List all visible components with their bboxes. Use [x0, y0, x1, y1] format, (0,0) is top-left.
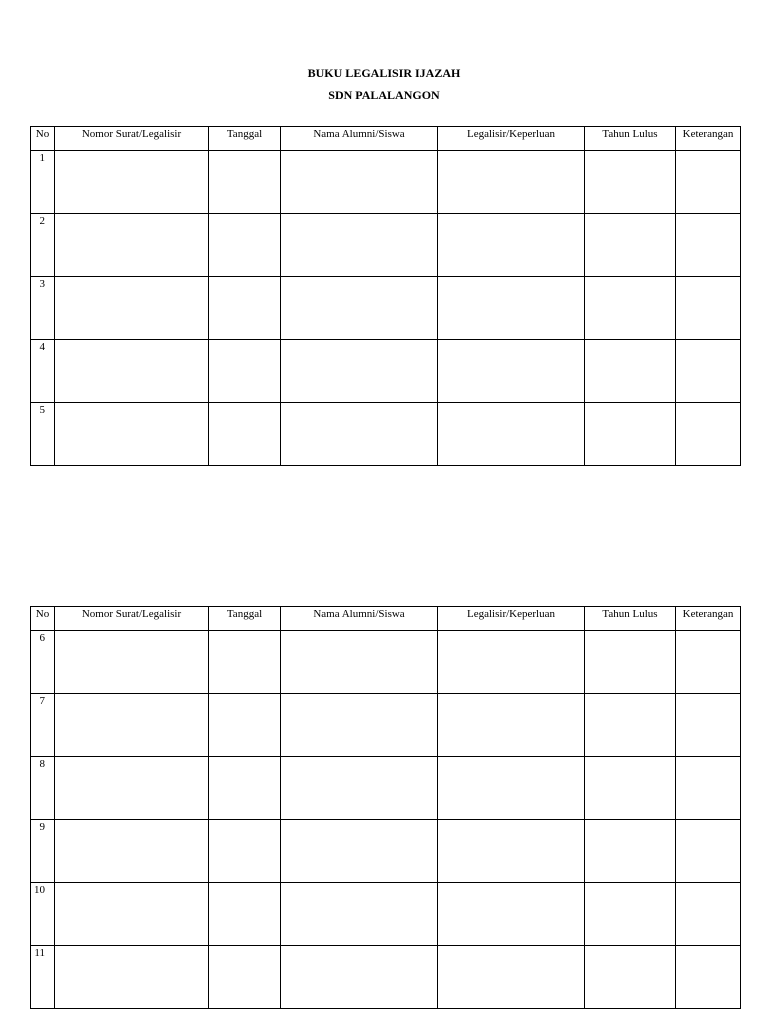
header-keperluan: Legalisir/Keperluan	[438, 607, 585, 631]
cell-tahun-lulus[interactable]	[585, 694, 676, 757]
header-nomor-surat: Nomor Surat/Legalisir	[55, 127, 209, 151]
cell-nama-alumni[interactable]	[281, 820, 438, 883]
cell-nomor-surat[interactable]	[55, 883, 209, 946]
table-row	[31, 946, 741, 1009]
cell-tanggal[interactable]	[209, 277, 281, 340]
cell-nama-alumni[interactable]	[281, 694, 438, 757]
cell-nomor-surat[interactable]	[55, 694, 209, 757]
row-number: 3	[31, 277, 55, 340]
header-tanggal: Tanggal	[209, 127, 281, 151]
cell-nomor-surat[interactable]	[55, 151, 209, 214]
cell-tahun-lulus[interactable]	[585, 757, 676, 820]
row-number: 6	[31, 631, 55, 694]
ledger-table-2	[30, 606, 741, 1009]
cell-tanggal[interactable]	[209, 340, 281, 403]
row-number: 1	[31, 151, 55, 214]
row-number: 5	[31, 403, 55, 466]
table-header-row	[31, 607, 741, 631]
cell-keterangan[interactable]	[676, 340, 741, 403]
cell-tahun-lulus[interactable]	[585, 403, 676, 466]
cell-keperluan[interactable]	[438, 820, 585, 883]
header-keterangan: Keterangan	[676, 607, 741, 631]
cell-nama-alumni[interactable]	[281, 214, 438, 277]
cell-keperluan[interactable]	[438, 214, 585, 277]
cell-nama-alumni[interactable]	[281, 757, 438, 820]
table-row	[31, 820, 741, 883]
cell-tanggal[interactable]	[209, 946, 281, 1009]
school-name: SDN PALALANGON	[328, 88, 440, 102]
cell-tanggal[interactable]	[209, 151, 281, 214]
cell-tanggal[interactable]	[209, 757, 281, 820]
cell-nomor-surat[interactable]	[55, 820, 209, 883]
cell-tanggal[interactable]	[209, 631, 281, 694]
header-tanggal: Tanggal	[209, 607, 281, 631]
cell-nama-alumni[interactable]	[281, 883, 438, 946]
row-number: 4	[31, 340, 55, 403]
table-row	[31, 757, 741, 820]
cell-nama-alumni[interactable]	[281, 946, 438, 1009]
cell-nama-alumni[interactable]	[281, 403, 438, 466]
cell-keterangan[interactable]	[676, 883, 741, 946]
row-number: 11	[31, 946, 55, 1009]
cell-nomor-surat[interactable]	[55, 340, 209, 403]
header-nama-alumni: Nama Alumni/Siswa	[281, 127, 438, 151]
row-number: 2	[31, 214, 55, 277]
table-row	[31, 214, 741, 277]
cell-nama-alumni[interactable]	[281, 631, 438, 694]
header-no: No	[31, 607, 55, 631]
document-title: BUKU LEGALISIR IJAZAH	[307, 66, 461, 80]
cell-nomor-surat[interactable]	[55, 277, 209, 340]
cell-nomor-surat[interactable]	[55, 403, 209, 466]
ledger-table-1	[30, 126, 741, 466]
table-header-row	[31, 127, 741, 151]
header-no: No	[31, 127, 55, 151]
cell-tanggal[interactable]	[209, 820, 281, 883]
cell-keterangan[interactable]	[676, 946, 741, 1009]
cell-tahun-lulus[interactable]	[585, 946, 676, 1009]
cell-keperluan[interactable]	[438, 946, 585, 1009]
cell-nama-alumni[interactable]	[281, 151, 438, 214]
cell-tanggal[interactable]	[209, 214, 281, 277]
cell-keterangan[interactable]	[676, 694, 741, 757]
cell-tahun-lulus[interactable]	[585, 277, 676, 340]
row-number: 9	[31, 820, 55, 883]
cell-nomor-surat[interactable]	[55, 214, 209, 277]
cell-keperluan[interactable]	[438, 403, 585, 466]
cell-keterangan[interactable]	[676, 277, 741, 340]
cell-tahun-lulus[interactable]	[585, 631, 676, 694]
table-row	[31, 151, 741, 214]
row-number: 8	[31, 757, 55, 820]
row-number: 7	[31, 694, 55, 757]
table-row	[31, 403, 741, 466]
cell-tanggal[interactable]	[209, 883, 281, 946]
cell-keperluan[interactable]	[438, 883, 585, 946]
row-number: 10	[31, 883, 55, 946]
cell-nomor-surat[interactable]	[55, 757, 209, 820]
header-keterangan: Keterangan	[676, 127, 741, 151]
cell-tahun-lulus[interactable]	[585, 340, 676, 403]
cell-tahun-lulus[interactable]	[585, 820, 676, 883]
cell-nomor-surat[interactable]	[55, 946, 209, 1009]
cell-tanggal[interactable]	[209, 403, 281, 466]
table-row	[31, 277, 741, 340]
cell-keterangan[interactable]	[676, 151, 741, 214]
header-tahun-lulus: Tahun Lulus	[585, 607, 676, 631]
cell-keperluan[interactable]	[438, 694, 585, 757]
cell-keterangan[interactable]	[676, 820, 741, 883]
cell-keterangan[interactable]	[676, 757, 741, 820]
table-row	[31, 631, 741, 694]
table-row	[31, 340, 741, 403]
header-tahun-lulus: Tahun Lulus	[585, 127, 676, 151]
table-row	[31, 883, 741, 946]
cell-nomor-surat[interactable]	[55, 631, 209, 694]
cell-nama-alumni[interactable]	[281, 340, 438, 403]
header-keperluan: Legalisir/Keperluan	[438, 127, 585, 151]
cell-tahun-lulus[interactable]	[585, 214, 676, 277]
cell-keperluan[interactable]	[438, 340, 585, 403]
cell-tahun-lulus[interactable]	[585, 151, 676, 214]
cell-keperluan[interactable]	[438, 277, 585, 340]
cell-keterangan[interactable]	[676, 214, 741, 277]
cell-tahun-lulus[interactable]	[585, 883, 676, 946]
cell-keterangan[interactable]	[676, 403, 741, 466]
table-row	[31, 694, 741, 757]
header-nama-alumni: Nama Alumni/Siswa	[281, 607, 438, 631]
cell-keterangan[interactable]	[676, 631, 741, 694]
header-nomor-surat: Nomor Surat/Legalisir	[55, 607, 209, 631]
cell-keperluan[interactable]	[438, 631, 585, 694]
cell-tanggal[interactable]	[209, 694, 281, 757]
cell-nama-alumni[interactable]	[281, 277, 438, 340]
cell-keperluan[interactable]	[438, 151, 585, 214]
cell-keperluan[interactable]	[438, 757, 585, 820]
